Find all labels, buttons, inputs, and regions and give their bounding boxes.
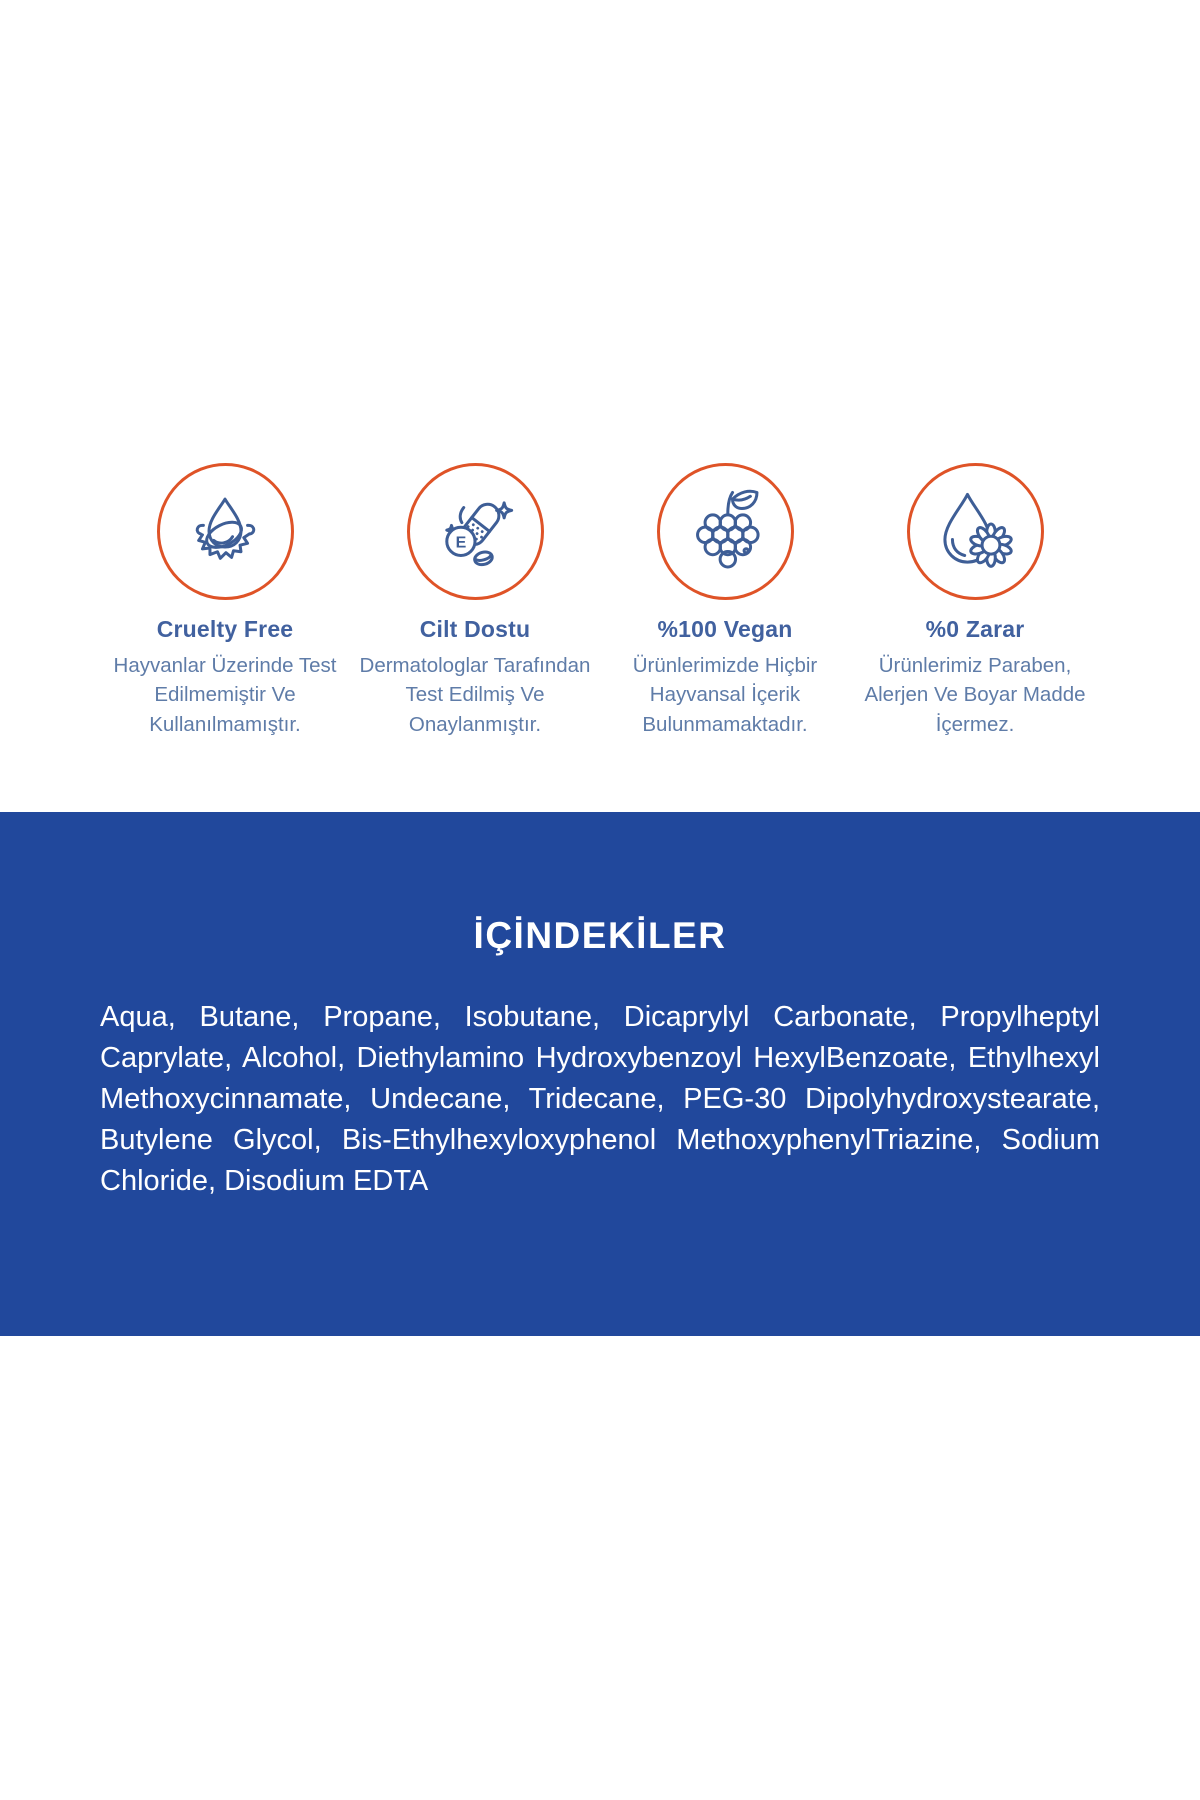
- feature-description: Hayvanlar Üzerinde Test Edilmemiştir Ve Kullanılmamıştır.: [113, 654, 337, 736]
- feature-zero-harm: [850, 463, 1100, 739]
- badge-circle: [157, 463, 294, 600]
- feature-title: Cruelty Free: [156, 616, 294, 642]
- cruelty-free-icon: [178, 485, 272, 579]
- feature-cruelty-free: [100, 463, 350, 739]
- feature-title: Cilt Dostu: [419, 616, 531, 642]
- feature-description: Dermatologlar Tarafından Test Edilmiş Ve Onaylanmıştır.: [359, 654, 591, 736]
- vitamin-e-letter: E: [455, 534, 467, 552]
- ingredients-title: İÇİNDEKİLER: [473, 915, 727, 956]
- feature-vegan: [600, 463, 850, 739]
- feature-skin-friendly: [350, 463, 600, 739]
- badge-circle: [907, 463, 1044, 600]
- ingredients-panel: [0, 812, 1200, 1336]
- vegan-grapes-icon: [678, 485, 772, 579]
- ingredients-list: Aqua, Butane, Propane, Isobutane, Dicaprylyl Carbonate, Propylheptyl Caprylate, Alcohol, Diethylamino Hydroxybenzoyl HexylBenzoate, Ethylhexyl Methoxycinnamate, Undecane, Tridecane, PEG-30 Dipolyhydroxystearate, Butylene Glycol, Bis-Ethylhexyloxyphenol MethoxyphenylTriazine, Sodium Chloride, Disodium EDTA: [100, 1000, 1100, 1198]
- badge-circle: [657, 463, 794, 600]
- zero-harm-droplet-flower-icon: [928, 485, 1022, 579]
- badge-circle: [407, 463, 544, 600]
- feature-title: %0 Zarar: [925, 616, 1025, 642]
- feature-title: %100 Vegan: [657, 616, 793, 642]
- feature-description: Ürünlerimiz Paraben, Alerjen Ve Boyar Madde İçermez.: [864, 654, 1086, 736]
- feature-badges-row: [100, 463, 1100, 739]
- feature-description: Ürünlerimizde Hiçbir Hayvansal İçerik Bulunmamaktadır.: [632, 654, 818, 736]
- skin-friendly-icon: [428, 485, 522, 579]
